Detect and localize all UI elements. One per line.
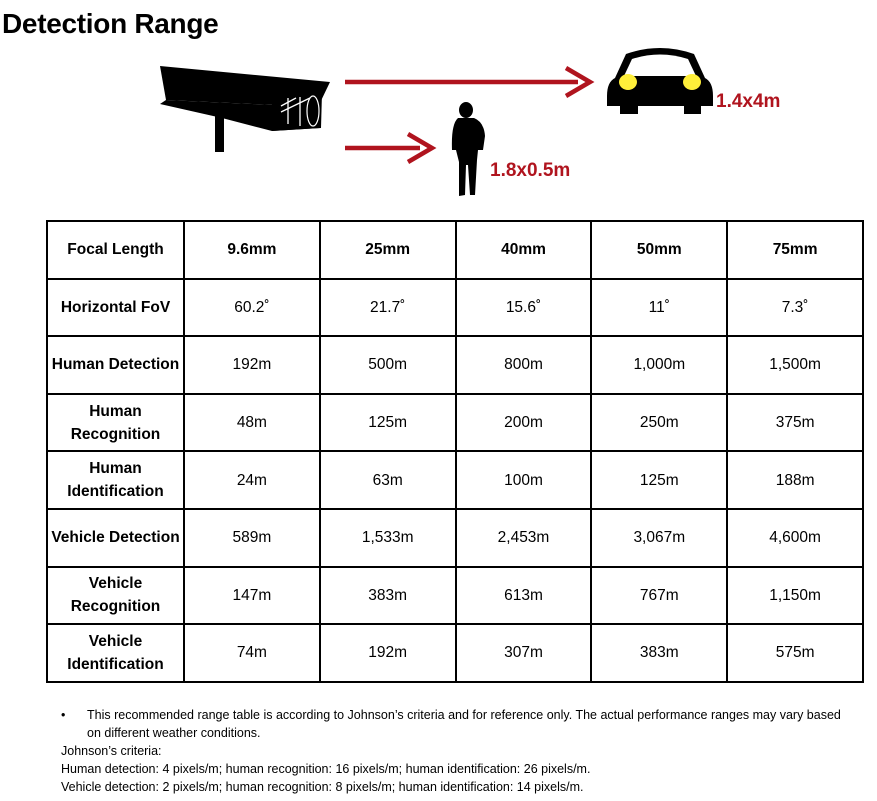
focal-length-header: Focal Length	[47, 221, 184, 279]
table-cell: 7.3˚	[727, 279, 863, 337]
page-title: Detection Range	[2, 8, 219, 39]
table-cell: 1,150m	[727, 567, 863, 625]
table-row	[47, 394, 863, 452]
table-cell: 125m	[320, 394, 456, 452]
focal-length-value: 9.6mm	[184, 221, 320, 279]
table-cell: 767m	[591, 567, 727, 625]
table-cell: 250m	[591, 394, 727, 452]
human-criteria: Human detection: 4 pixels/m; human recognition: 16 pixels/m; human identification: 26 pixels/m.	[61, 762, 591, 776]
footnote-bullet-item	[61, 706, 851, 742]
human-silhouette-icon	[452, 102, 485, 196]
table-cell: 60.2˚	[184, 279, 320, 337]
table-cell: 188m	[727, 451, 863, 509]
table-cell: 500m	[320, 336, 456, 394]
focal-length-value: 40mm	[456, 221, 592, 279]
table-cell: 3,067m	[591, 509, 727, 567]
table-cell: 192m	[320, 624, 456, 682]
table-cell: 24m	[184, 451, 320, 509]
bullet-marker: •	[61, 708, 66, 722]
detection-range-table	[46, 220, 864, 683]
table-cell: 48m	[184, 394, 320, 452]
arrow-to-car-icon	[345, 68, 590, 96]
table-header-row	[47, 221, 863, 279]
focal-length-value: 75mm	[727, 221, 863, 279]
table-cell: 613m	[456, 567, 592, 625]
focal-length-value: 50mm	[591, 221, 727, 279]
footnotes	[61, 706, 851, 796]
row-label: Human Detection	[47, 336, 184, 394]
table-cell: 1,500m	[727, 336, 863, 394]
arrow-to-human-icon	[345, 134, 432, 162]
table-row	[47, 567, 863, 625]
table-cell: 100m	[456, 451, 592, 509]
table-row	[47, 509, 863, 567]
row-label: Vehicle Identification	[47, 624, 184, 682]
row-label: Vehicle Recognition	[47, 567, 184, 625]
table-cell: 74m	[184, 624, 320, 682]
table-cell: 147m	[184, 567, 320, 625]
vehicle-criteria: Vehicle detection: 2 pixels/m; human recognition: 8 pixels/m; human identification: 14 pixels/m.	[61, 780, 584, 794]
table-cell: 200m	[456, 394, 592, 452]
car-icon	[607, 48, 713, 114]
table-cell: 125m	[591, 451, 727, 509]
table-cell: 383m	[320, 567, 456, 625]
table-cell: 2,453m	[456, 509, 592, 567]
row-label: Human Recognition	[47, 394, 184, 452]
cctv-camera-icon	[160, 66, 330, 152]
table-cell: 1,000m	[591, 336, 727, 394]
table-cell: 63m	[320, 451, 456, 509]
table-cell: 4,600m	[727, 509, 863, 567]
table-cell: 11˚	[591, 279, 727, 337]
row-label: Horizontal FoV	[47, 279, 184, 337]
table-cell: 383m	[591, 624, 727, 682]
table-cell: 589m	[184, 509, 320, 567]
table-row	[47, 624, 863, 682]
focal-length-value: 25mm	[320, 221, 456, 279]
table-cell: 800m	[456, 336, 592, 394]
car-size-label: 1.4x4m	[716, 91, 781, 112]
table-cell: 15.6˚	[456, 279, 592, 337]
table-row	[47, 279, 863, 337]
table-cell: 307m	[456, 624, 592, 682]
row-label: Vehicle Detection	[47, 509, 184, 567]
footnote-text: This recommended range table is according to Johnson’s criteria and for reference only. The actual performance ranges may vary based on different weather conditions.	[87, 708, 841, 740]
table-cell: 575m	[727, 624, 863, 682]
table-cell: 21.7˚	[320, 279, 456, 337]
human-size-label: 1.8x0.5m	[490, 160, 571, 181]
table-row	[47, 336, 863, 394]
table-row	[47, 451, 863, 509]
row-label: Human Identification	[47, 451, 184, 509]
criteria-heading: Johnson’s criteria:	[61, 744, 162, 758]
table-cell: 1,533m	[320, 509, 456, 567]
table-cell: 375m	[727, 394, 863, 452]
table-cell: 192m	[184, 336, 320, 394]
